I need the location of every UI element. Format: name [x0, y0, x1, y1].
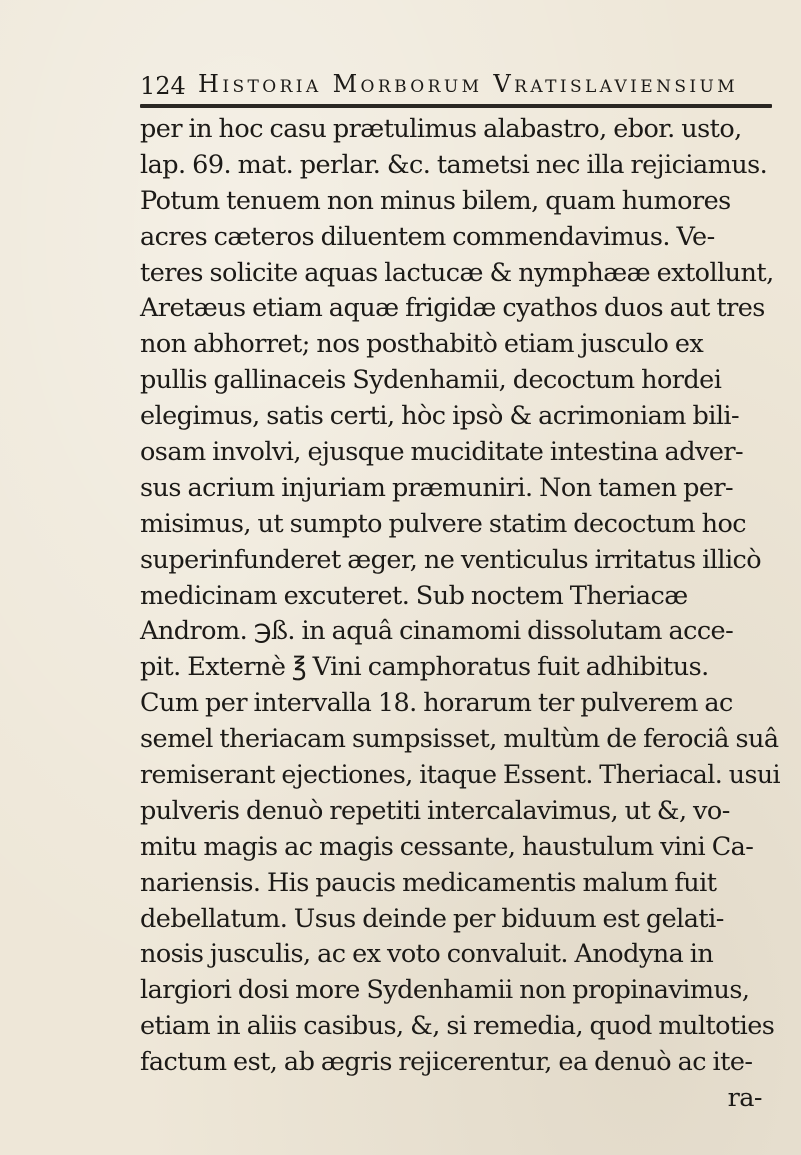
text-line: osam involvi, ejusque muciditate intestina adver-: [140, 437, 744, 468]
text-line: debellatum. Usus deinde per biduum est gelati-: [140, 903, 724, 934]
text-line: Aretæus etiam aquæ frigidæ cyathos duos aut tres: [140, 293, 765, 324]
text-line: teres solicite aquas lactucæ & nymphææ extollunt,: [140, 257, 774, 288]
text-line: acres cæteros diluentem commendavimus. Ve-: [140, 221, 715, 252]
text-line: largiori dosi more Sydenhamii non propinavimus,: [140, 975, 750, 1006]
text-line: factum est, ab ægris rejicerentur, ea denuò ac ite-: [140, 1047, 753, 1078]
text-line: pullis gallinaceis Sydenhamii, decoctum hordei: [140, 365, 722, 396]
text-line: remiserant ejectiones, itaque Essent. Theriacal. usui: [140, 760, 781, 791]
text-line: sus acrium injuriam præmuniri. Non tamen per-: [140, 472, 734, 503]
text-line: Potum tenuem non minus bilem, quam humores: [140, 185, 731, 216]
page-header: [140, 72, 770, 106]
text-line: nosis jusculis, ac ex voto convaluit. Anodyna in: [140, 939, 714, 970]
text-line: pit. Externè ℥ Vini camphoratus fuit adhibitus.: [140, 652, 709, 683]
body-text: [140, 112, 780, 1117]
text-line: etiam in aliis casibus, &, si remedia, quod multoties: [140, 1011, 775, 1042]
text-line: non abhorret; nos posthabitò etiam jusculo ex: [140, 329, 704, 360]
text-line: per in hoc casu prætulimus alabastro, ebor. usto,: [140, 114, 742, 144]
running-title: Historia Morborum Vratislaviensium: [198, 70, 739, 98]
page-number: 124: [140, 72, 186, 100]
text-line: misimus, ut sumpto pulvere statim decoctum hoc: [140, 508, 747, 539]
text-line: lap. 69. mat. perlar. &c. tametsi nec illa rejiciamus.: [140, 149, 768, 180]
text-line: superinfunderet æger, ne venticulus irritatus illicò: [140, 544, 762, 575]
text-line: semel theriacam sumpsisset, multùm de ferociâ suâ: [140, 724, 779, 755]
text-line: nariensis. His paucis medicamentis malum fuit: [140, 867, 717, 898]
text-line: pulveris denuò repetiti intercalavimus, ut &, vo-: [140, 795, 730, 826]
text-line: medicinam excuteret. Sub noctem Theriacæ: [140, 580, 688, 611]
header-rule: [140, 104, 772, 108]
text-line: Cum per intervalla 18. horarum ter pulverem ac: [140, 688, 733, 719]
text-line: Androm. ℈ß. in aquâ cinamomi dissolutam acce-: [140, 616, 734, 647]
text-line: elegimus, satis certi, hòc ipsò & acrimoniam bili-: [140, 401, 740, 432]
catchword: ra-: [727, 1083, 762, 1114]
text-line: mitu magis ac magis cessante, haustulum vini Ca-: [140, 831, 754, 862]
